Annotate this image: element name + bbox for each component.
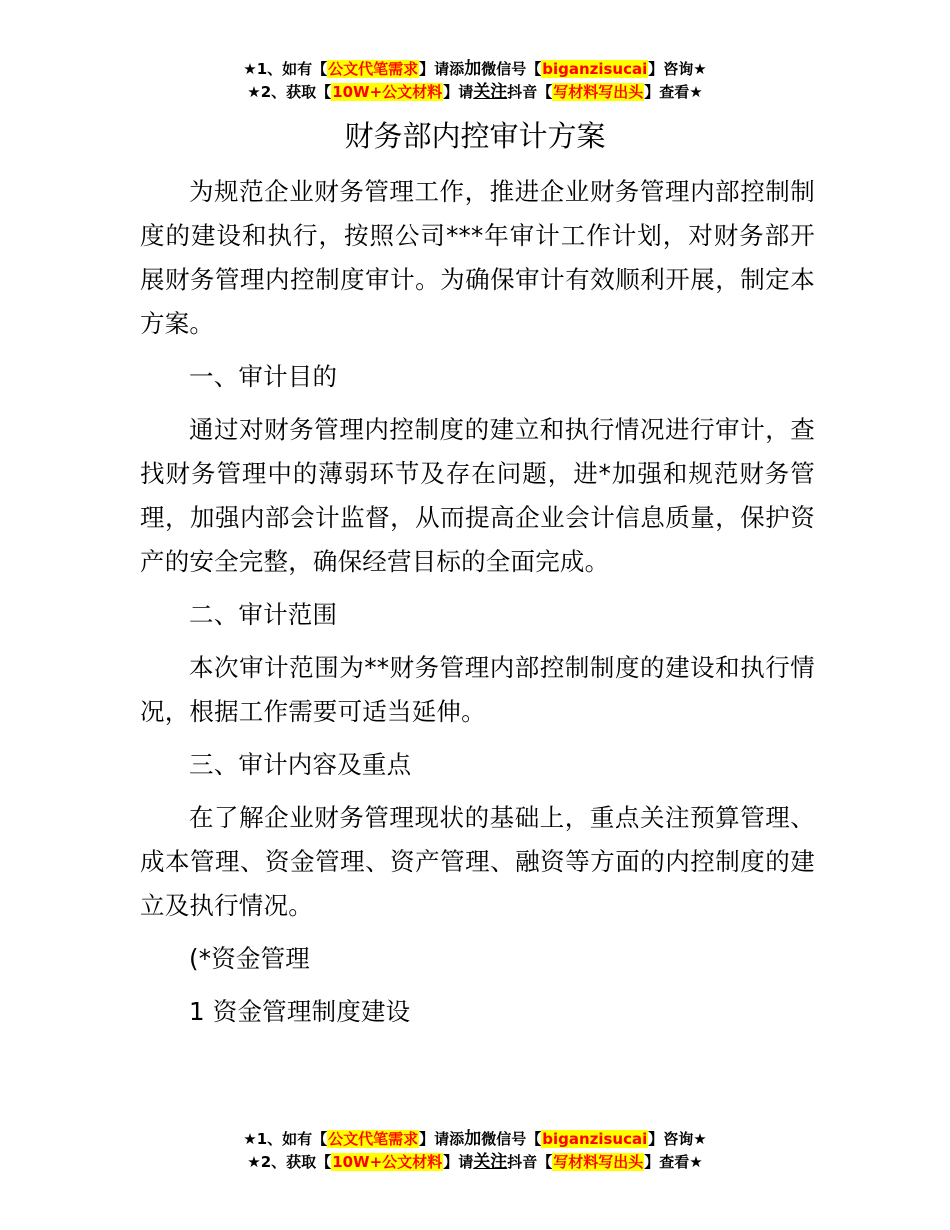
banner-text: 】咨询★ [648,60,707,78]
banner-text: 关注 [473,1152,508,1172]
highlight-service: 公文代笔需求 [328,60,419,78]
highlight-service: 公文代笔需求 [328,1130,419,1148]
banner-text: 抖音【 [507,1153,553,1171]
banner-line-2 [0,81,950,104]
section-heading: 三、审计内容及重点 [189,750,412,779]
banner-line-1 [0,58,950,81]
banner-text: ★2、获取【 [247,1153,332,1171]
banner-text: 微信号【 [481,60,542,78]
paragraph: 通过对财务管理内控制度的建立和执行情况进行审计，查找财务管理中的薄弱环节及存在问题，进*加强和规范财务管理，加强内部会计监督，从而提高企业会计信息质量，保护资产的安全完整，确保经营目标的全面完成。 [140,415,815,576]
section-heading: 二、审计范围 [189,600,338,629]
banner-text: 关注 [473,82,508,102]
section-heading: 一、审计目的 [189,362,338,391]
document-title: 财务部内控审计方案 [344,119,606,153]
banner-text: 】查看★ [644,83,703,101]
banner-text: 】请 [443,1153,474,1171]
banner-text: 】请添 [419,1130,465,1148]
banner-line-2 [0,1151,950,1174]
footer-banner [0,1128,950,1174]
banner-text: 微信号【 [481,1130,542,1148]
banner-text: 加 [464,1129,482,1149]
document-body [140,170,815,1034]
banner-line-1 [0,1128,950,1151]
banner-text: 】请添 [419,60,465,78]
highlight-materials: 10W+公文材料 [332,1153,443,1171]
banner-text: ★1、如有【 [243,60,328,78]
highlight-douyin-id: 写材料写出头 [553,83,644,101]
highlight-wechat-id: biganzisucai [542,1130,648,1148]
paragraph: 在了解企业财务管理现状的基础上，重点关注预算管理、成本管理、资金管理、资产管理、融资等方面的内控制度的建立及执行情况。 [140,803,815,920]
banner-text: 】咨询★ [648,1130,707,1148]
banner-text: 】请 [443,83,474,101]
highlight-materials: 10W+公文材料 [332,83,443,101]
banner-text: ★2、获取【 [247,83,332,101]
highlight-wechat-id: biganzisucai [542,60,648,78]
subsection-item: 1 资金管理制度建设 [189,997,411,1026]
banner-text: 】查看★ [644,1153,703,1171]
paragraph: 本次审计范围为**财务管理内部控制制度的建设和执行情况，根据工作需要可适当延伸。 [140,653,815,726]
subsection-heading: (*资金管理 [189,944,311,973]
paragraph-intro: 为规范企业财务管理工作，推进企业财务管理内部控制制度的建设和执行，按照公司***年审计工作计划，对财务部开展财务管理内控制度审计。为确保审计有效顺利开展，制定本方案。 [140,177,815,338]
banner-text: 抖音【 [507,83,553,101]
banner-text: 加 [464,59,482,79]
header-banner [0,58,950,104]
banner-text: ★1、如有【 [243,1130,328,1148]
highlight-douyin-id: 写材料写出头 [553,1153,644,1171]
